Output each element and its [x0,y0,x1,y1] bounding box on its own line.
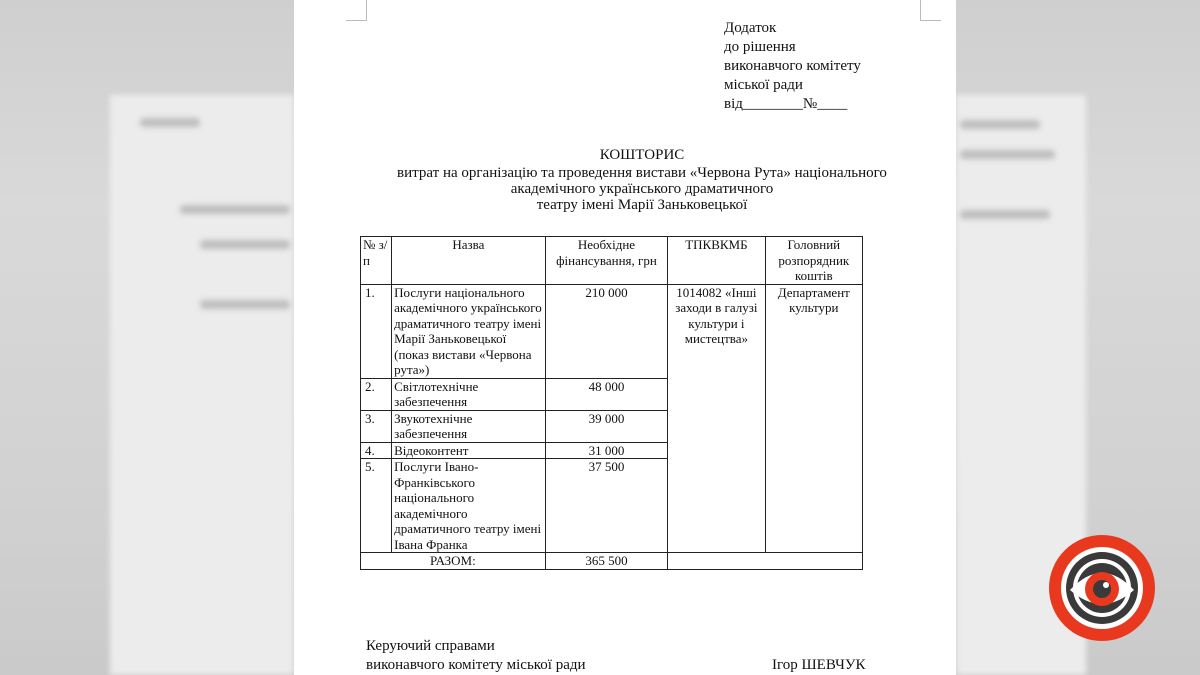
row-name: Світлотехнічне забезпечення [392,378,546,410]
page-corner-mark [346,0,367,21]
blurred-text [180,205,290,214]
row-num: 5. [361,459,392,553]
blurred-text [140,118,200,127]
blurred-text [200,300,290,309]
addendum-block [724,19,861,114]
signature-line: виконавчого комітету міської ради [366,657,586,673]
total-empty [668,553,863,570]
eye-logo-icon [1048,534,1156,642]
table-total-row [361,553,863,570]
addendum-line: Додаток [724,20,777,36]
row-num: 2. [361,378,392,410]
total-value: 365 500 [545,553,667,570]
signature-line: Керуючий справами [366,638,495,654]
row-name: Послуги Івано-Франківського національного академічного драматичного театру імені Івана Франка [392,459,546,553]
header-code: ТПКВКМБ [668,237,765,285]
title-line: театру імені Марії Заньковецької [536,197,748,213]
title-heading: КОШТОРИС [599,147,685,163]
row-sum: 210 000 [545,284,667,378]
row-sum: 31 000 [545,442,667,459]
row-num: 3. [361,410,392,442]
row-num: 4. [361,442,392,459]
header-sum: Необхідне фінансування, грн [545,237,667,285]
row-sum: 39 000 [545,410,667,442]
document-page [294,0,956,675]
title-line: витрат на організацію та проведення вистави «Червона Рута» національного [397,165,887,181]
addendum-line: від________№____ [724,96,848,112]
addendum-line: до рішення [724,39,796,55]
row-sum: 37 500 [545,459,667,553]
row-name: Відеоконтент [392,442,546,459]
blurred-text [960,150,1055,159]
estimate-table [360,236,863,570]
row-num: 1. [361,284,392,378]
signer-name: Ігор ШЕВЧУК [772,657,866,673]
document-title [354,147,930,213]
row-sum: 48 000 [545,378,667,410]
addendum-line: виконавчого комітету [724,58,861,74]
row-code: 1014082 «Інші заходи в галузі культури і мистецтва» [668,284,765,553]
row-manager: Департамент культури [765,284,862,553]
total-label: РАЗОМ: [361,553,546,570]
blurred-sheet-left [110,95,294,675]
blurred-text [200,240,290,249]
header-name: Назва [392,237,546,285]
row-name: Послуги національного академічного українського драматичного театру імені Марії Заньковецької (показ вистави «Червона рута») [392,284,546,378]
table-row [361,284,863,378]
row-name: Звукотехнічне забезпечення [392,410,546,442]
title-line: академічного українського драматичного [510,181,774,197]
signature-block [366,637,586,675]
table-header-row [361,237,863,285]
page-corner-mark [920,0,941,21]
blurred-text [960,210,1050,219]
header-manager: Головний розпорядник коштів [765,237,862,285]
addendum-line: міської ради [724,77,803,93]
blurred-text [960,120,1040,129]
header-num: № з/п [361,237,392,285]
